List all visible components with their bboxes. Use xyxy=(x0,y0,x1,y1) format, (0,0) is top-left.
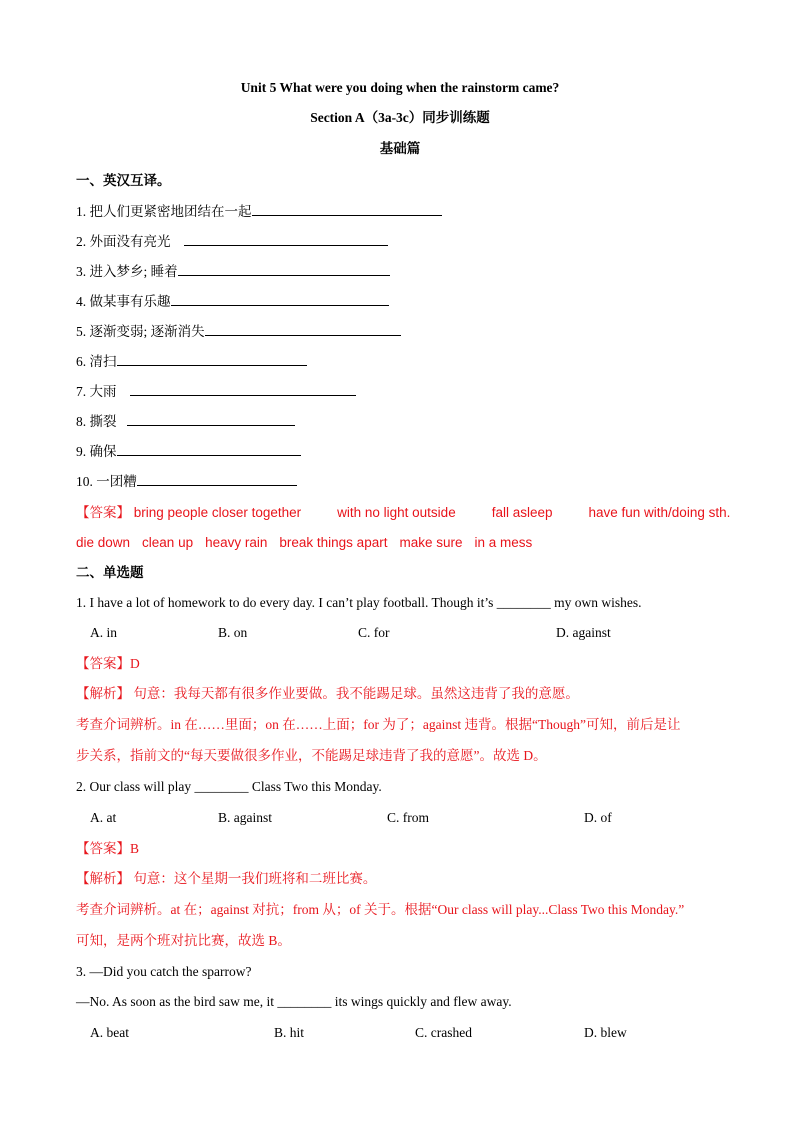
list-item: 4. 做某事有乐趣 xyxy=(76,292,389,311)
q1-analysis-text: 考查介词辨析。in 在……里面；on 在……上面；for 为了；against 违背。根据“Though”可知，前后是让 xyxy=(76,717,681,732)
answer-blank[interactable] xyxy=(252,202,442,216)
list-item: 6. 清扫 xyxy=(76,352,307,371)
answer-blank[interactable] xyxy=(205,322,401,336)
answer-blank[interactable] xyxy=(171,292,389,306)
q1-analysis: 【解析】 句意：我每天都有很多作业要做。我不能踢足球。虽然这违背了我的意愿。 xyxy=(76,686,579,701)
document-title: Unit 5 What were you doing when the rainstorm came? xyxy=(240,80,560,95)
q1-analysis-text: 步关系，指前文的“每天要做很多作业，不能踢足球违背了我的意愿”。故选 D。 xyxy=(76,748,547,763)
answer-blank[interactable] xyxy=(117,442,301,456)
q1-option-d[interactable]: D. against xyxy=(556,625,611,640)
list-item: 5. 逐渐变弱; 逐渐消失 xyxy=(76,322,401,341)
list-item: 9. 确保 xyxy=(76,442,301,461)
q3-option-b[interactable]: B. hit xyxy=(274,1025,305,1040)
answer-blank[interactable] xyxy=(178,262,390,276)
q2-analysis-text: 可知，是两个班对抗比赛，故选 B。 xyxy=(76,933,291,948)
difficulty-level: 基础篇 xyxy=(379,141,421,156)
section2-heading: 二、单选题 xyxy=(76,565,144,580)
section1-heading: 一、英汉互译。 xyxy=(76,173,171,188)
answer-blank[interactable] xyxy=(127,412,295,426)
section1-answer-line2: die down clean up heavy rain break things apart make sure in a mess xyxy=(76,535,533,550)
list-item: 7. 大雨 xyxy=(76,382,356,401)
answer-blank[interactable] xyxy=(130,382,356,396)
list-item: 8. 撕裂 xyxy=(76,412,295,431)
question-2-stem: 2. Our class will play ________ Class Two this Monday. xyxy=(76,779,382,794)
q3-option-d[interactable]: D. blew xyxy=(584,1025,627,1040)
list-item: 2. 外面没有亮光 xyxy=(76,232,388,251)
q1-option-a[interactable]: A. in xyxy=(90,625,117,640)
q2-answer: 【答案】B xyxy=(76,841,140,856)
q1-answer: 【答案】D xyxy=(76,656,140,671)
q2-option-c[interactable]: C. from xyxy=(387,810,429,825)
list-item: 3. 进入梦乡; 睡着 xyxy=(76,262,390,281)
answer-blank[interactable] xyxy=(184,232,388,246)
q3-option-a[interactable]: A. beat xyxy=(90,1025,129,1040)
q2-option-b[interactable]: B. against xyxy=(218,810,272,825)
section1-answer-line1: 【答案】 bring people closer together with no light outside fall asleep have fun with/doing sth. xyxy=(76,505,731,520)
q3-option-c[interactable]: C. crashed xyxy=(415,1025,472,1040)
question-1-stem: 1. I have a lot of homework to do every day. I can’t play football. Though it’s ________ my own wishes. xyxy=(76,595,642,610)
q2-analysis-text: 考查介词辨析。at 在；against 对抗；from 从；of 关于。根据“Our class will play...Class Two this Monday.” xyxy=(76,902,685,917)
q1-option-b[interactable]: B. on xyxy=(218,625,248,640)
q2-option-a[interactable]: A. at xyxy=(90,810,117,825)
q2-option-d[interactable]: D. of xyxy=(584,810,612,825)
answer-blank[interactable] xyxy=(117,352,307,366)
q1-option-c[interactable]: C. for xyxy=(358,625,390,640)
question-3-stem: 3. —Did you catch the sparrow? xyxy=(76,964,252,979)
question-3-stem-reply: —No. As soon as the bird saw me, it ________ its wings quickly and flew away. xyxy=(76,994,512,1009)
document-subtitle: Section A（3a-3c）同步训练题 xyxy=(310,110,490,125)
list-item: 10. 一团糟 xyxy=(76,472,297,491)
list-item: 1. 把人们更紧密地团结在一起 xyxy=(76,202,442,221)
q2-analysis: 【解析】 句意：这个星期一我们班将和二班比赛。 xyxy=(76,871,377,886)
answer-blank[interactable] xyxy=(137,472,297,486)
